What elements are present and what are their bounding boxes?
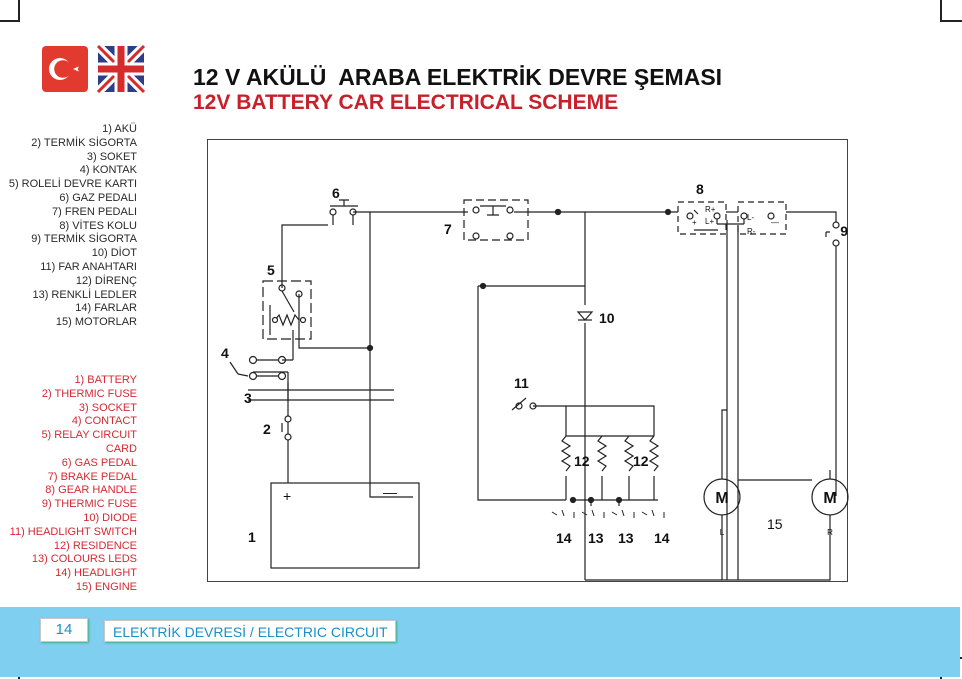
turkey-flag-icon xyxy=(40,44,90,94)
label-11: 11 xyxy=(514,375,529,391)
legend-en-item: 5) RELAY CIRCUIT xyxy=(41,429,137,442)
legend-tr-item: 12) DİRENÇ xyxy=(75,274,137,287)
legend-en-item: 8) GEAR HANDLE xyxy=(45,484,137,497)
label-13b: 13 xyxy=(618,530,634,546)
circuit-diagram xyxy=(207,139,848,582)
lamp-symbols xyxy=(552,510,664,518)
motor-left-symbol: M xyxy=(715,490,729,507)
battery-plus: + xyxy=(283,488,292,504)
label-4: 4 xyxy=(221,345,229,361)
battery-minus: — xyxy=(383,484,397,500)
legend-en-item: 3) SOCKET xyxy=(78,401,137,414)
legend-tr-item: 5) ROLELİ DEVRE KARTI xyxy=(8,178,137,191)
label-5: 5 xyxy=(267,262,275,278)
legend-tr-item: 13) RENKLİ LEDLER xyxy=(32,288,137,301)
legend-tr-item: 4) KONTAK xyxy=(79,164,137,177)
legend-en-item: 13) COLOURS LEDS xyxy=(31,553,137,566)
legend-en-item: 4) CONTACT xyxy=(71,415,137,428)
label-6: 6 xyxy=(332,185,340,201)
page-number: 14 xyxy=(40,618,88,642)
crop-mark-top-left xyxy=(0,0,20,22)
wiring xyxy=(230,200,848,580)
legend-en-item: 15) ENGINE xyxy=(75,580,137,593)
legend-en-item: 1) BATTERY xyxy=(74,374,137,386)
page-title-turkish: 12 V AKÜLÜ ARABA ELEKTRİK DEVRE ŞEMASI xyxy=(193,64,723,90)
uk-flag-icon xyxy=(96,44,146,94)
label-2: 2 xyxy=(263,421,271,437)
motor-right-label: R xyxy=(827,528,833,537)
legend-en-item: 9) THERMIC FUSE xyxy=(41,498,137,511)
legend-en-item: 7) BRAKE PEDAL xyxy=(47,470,137,483)
label-9: 9 xyxy=(840,223,848,239)
label-10: 10 xyxy=(599,310,615,326)
label-12a: 12 xyxy=(574,453,590,469)
footer-title: ELEKTRİK DEVRESİ / ELECTRIC CIRCUIT xyxy=(104,620,396,642)
legend-tr-item: 9) TERMİK SİGORTA xyxy=(31,233,137,246)
legend-tr-item: 6) GAZ PEDALI xyxy=(59,191,137,204)
page-title-english: 12V BATTERY CAR ELECTRICAL SCHEME xyxy=(193,91,619,114)
legend-tr-item: 7) FREN PEDALI xyxy=(52,205,137,218)
legend-tr-item: 3) SOKET xyxy=(86,150,137,163)
label-1: 1 xyxy=(248,529,256,545)
circuit-schematic xyxy=(208,140,847,581)
legend-turkish xyxy=(9,123,137,330)
legend-en-item: 11) HEADLIGHT SWITCH xyxy=(9,525,137,538)
terminal-minus: — xyxy=(771,218,779,227)
legend-en-item: 14) HEADLIGHT xyxy=(55,567,137,580)
legend-english xyxy=(10,374,137,595)
legend-tr-item: 2) TERMİK SİGORTA xyxy=(31,136,137,149)
terminal-rplus: R+ xyxy=(705,205,716,214)
terminal-rminus: R- xyxy=(747,227,756,236)
terminal-lplus: L+ xyxy=(705,217,715,226)
label-7: 7 xyxy=(444,221,452,237)
label-13a: 13 xyxy=(588,530,604,546)
legend-tr-item: 1) AKÜ xyxy=(102,123,137,135)
label-14b: 14 xyxy=(654,530,670,546)
motor-right-symbol: M xyxy=(823,490,837,507)
label-15: 15 xyxy=(767,516,783,532)
label-12b: 12 xyxy=(633,453,649,469)
legend-en-item: 12) RESIDENCE xyxy=(53,539,137,552)
legend-en-item: CARD xyxy=(105,442,137,455)
legend-tr-item: 11) FAR ANAHTARI xyxy=(40,260,137,273)
legend-tr-item: 14) FARLAR xyxy=(75,302,137,315)
label-3: 3 xyxy=(244,390,252,406)
legend-en-item: 6) GAS PEDAL xyxy=(61,456,137,469)
legend-en-item: 10) DIODE xyxy=(83,511,137,524)
terminal-lminus: L- xyxy=(747,213,755,222)
legend-tr-item: 8) VİTES KOLU xyxy=(59,219,137,232)
legend-tr-item: 15) MOTORLAR xyxy=(55,316,137,329)
legend-en-item: 2) THERMIC FUSE xyxy=(41,387,137,400)
label-8: 8 xyxy=(696,181,704,197)
label-14a: 14 xyxy=(556,530,572,546)
motor-left-label: L xyxy=(719,528,725,537)
crop-mark-top-right xyxy=(940,0,962,22)
terminal-plus: + xyxy=(692,218,697,227)
legend-tr-item: 10) DİOT xyxy=(91,247,137,260)
